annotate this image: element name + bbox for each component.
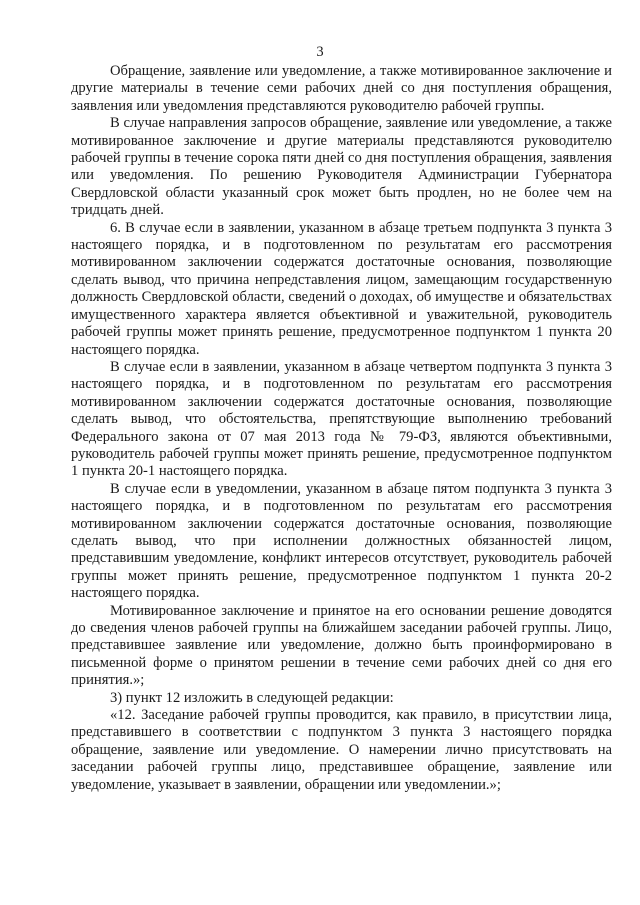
paragraph-federal-law-79: В случае если в заявлении, указанном в абзаце четвертом подпункта 3 пункта 3 настоящего порядка, и в подготовленном по результатам его рассмотрения мотивированном заключении содержатся достаточные основания, позволяющие сделать вывод, что обстоятельства, препятствующие выполнению требований Федерального закона от 07 мая 2013 года № 79-ФЗ, являются объективными, руководитель рабочей группы может принять решение, предусмотренное подпунктом 1 пункта 20-1 настоящего порядка. bbox=[71, 358, 612, 480]
page-number: 3 bbox=[316, 44, 324, 60]
paragraph-request-deadline: В случае направления запросов обращение, заявление или уведомление, а также мотивированное заключение и другие материалы представляются руководителю рабочей группы в течение сорока пяти дней со дня поступления обращения, заявления или уведомления. По решению Руководителя Администрации Губернатора Свердловской области указанный срок может быть продлен, но не более чем на тридцать дней. bbox=[71, 115, 612, 219]
paragraph-conflict-of-interest: В случае если в уведомлении, указанном в абзаце пятом подпункта 3 пункта 3 настоящего порядка, и в подготовленном по результатам его рассмотрения мотивированном заключении содержатся достаточные основания, позволяющие сделать вывод, что при исполнении должностных обязанностей лицом, представившим уведомление, конфликт интересов отсутствует, руководитель рабочей группы может принять решение, предусмотренное подпунктом 1 пункта 20-2 настоящего порядка. bbox=[71, 480, 612, 602]
paragraph-decision-notification: Мотивированное заключение и принятое на его основании решение доводятся до сведения членов рабочей группы на ближайшем заседании рабочей группы. Лицо, представившее заявление или уведомление, должно быть проинформировано в письменной форме о принятом решении в течение семи рабочих дней со дня его принятия.»; bbox=[71, 602, 612, 689]
paragraph-item-6-income-info: 6. В случае если в заявлении, указанном в абзаце третьем подпункта 3 пункта 3 настоящего порядка, и в подготовленном по результатам его рассмотрения мотивированном заключении содержатся достаточные основания, позволяющие сделать вывод, что причина непредставления лицом, замещающим государственную должность Свердловской области, сведений о доходах, об имуществе и обязательствах имущественного характера является объективной и уважительной, руководитель рабочей группы может принять решение, предусмотренное подпунктом 1 пункта 20 настоящего порядка. bbox=[71, 219, 612, 358]
paragraph-materials-submission: Обращение, заявление или уведомление, а также мотивированное заключение и другие материалы в течение семи рабочих дней со дня поступления обращения, заявления или уведомления представляются руководителю рабочей группы. bbox=[71, 63, 612, 114]
paragraph-amend-item-12: 3) пункт 12 изложить в следующей редакции: bbox=[110, 689, 394, 706]
document-body bbox=[71, 63, 612, 794]
paragraph-item-12-text: «12. Заседание рабочей группы проводится, как правило, в присутствии лица, представившего в соответствии с подпунктом 3 пункта 3 настоящего порядка обращение, заявление или уведомление. О намерении лично присутствовать на заседании рабочей группы лицо, представившее обращение, заявление или уведомление, указывает в заявлении, обращении или уведомлении.»; bbox=[71, 707, 612, 793]
